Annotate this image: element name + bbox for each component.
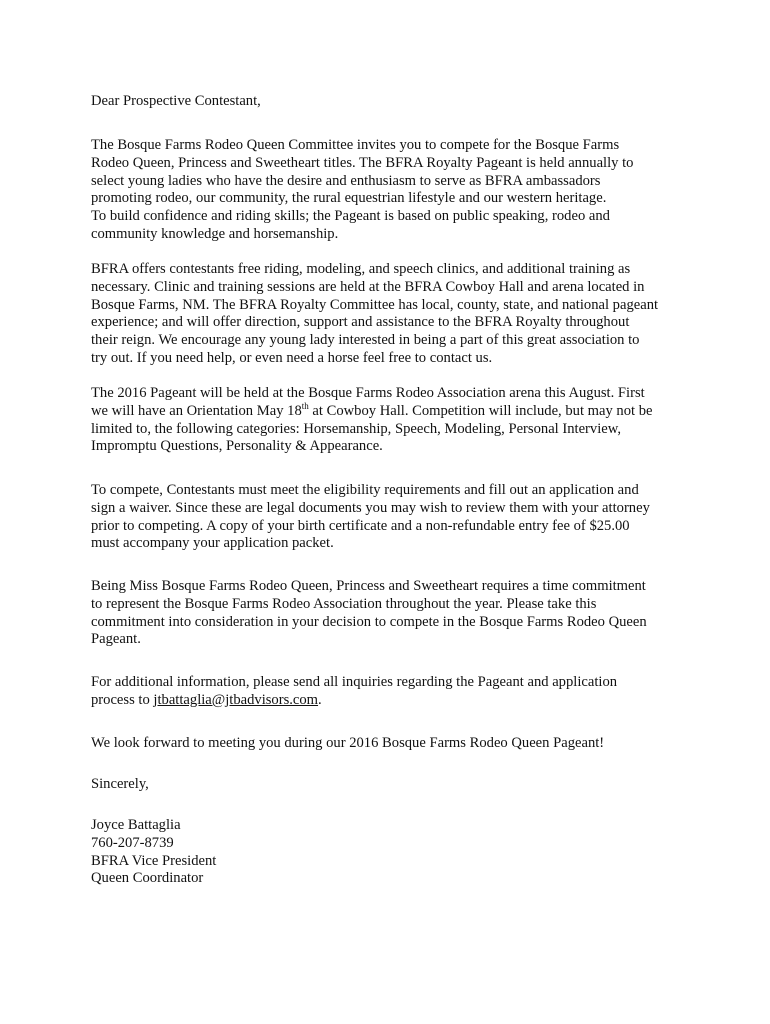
paragraph-line: Pageant. bbox=[91, 631, 141, 648]
paragraph-line: Rodeo Queen, Princess and Sweetheart titles. The BFRA Royalty Pageant is held annually to bbox=[91, 154, 634, 171]
paragraph-line: The 2016 Pageant will be held at the Bosque Farms Rodeo Association arena this August. First bbox=[91, 385, 645, 401]
paragraph-line: necessary. Clinic and training sessions are held at the BFRA Cowboy Hall and arena located in bbox=[91, 278, 645, 295]
paragraph-line: Being Miss Bosque Farms Rodeo Queen, Princess and Sweetheart requires a time commitment bbox=[91, 578, 646, 594]
signer-name: Joyce Battaglia bbox=[91, 817, 181, 833]
paragraph-line: To build confidence and riding skills; the Pageant is based on public speaking, rodeo and bbox=[91, 208, 610, 225]
paragraph-line: try out. If you need help, or even need a horse feel free to contact us. bbox=[91, 349, 493, 366]
paragraph-line: must accompany your application packet. bbox=[91, 535, 334, 552]
paragraph-line: select young ladies who have the desire and enthusiasm to serve as BFRA ambassadors bbox=[91, 172, 601, 189]
paragraph-line: promoting rodeo, our community, the rural equestrian lifestyle and our western heritage. bbox=[91, 190, 607, 207]
paragraph-eligibility bbox=[91, 482, 687, 553]
paragraph-line: experience; and will offer direction, support and assistance to the BFRA Royalty throughout bbox=[91, 314, 630, 331]
paragraph-contact bbox=[91, 674, 683, 710]
paragraph-line-orientation bbox=[91, 400, 683, 421]
orientation-text-rest: at Cowboy Hall. Competition will include, but may not be bbox=[308, 402, 653, 419]
paragraph-line: Impromptu Questions, Personality & Appearance. bbox=[91, 438, 383, 455]
paragraph-line: community knowledge and horsemanship. bbox=[91, 225, 339, 242]
paragraph-closing-remark: We look forward to meeting you during our 2016 Bosque Farms Rodeo Queen Pageant! bbox=[91, 735, 605, 751]
paragraph-line: For additional information, please send all inquiries regarding the Pageant and application bbox=[91, 674, 618, 690]
signature-block bbox=[91, 817, 216, 888]
paragraph-line-email bbox=[91, 692, 683, 710]
paragraph-line: prior to competing. A copy of your birth certificate and a non-refundable entry fee of $25.00 bbox=[91, 517, 630, 534]
signer-title: BFRA Vice President bbox=[91, 852, 217, 869]
email-link[interactable]: jtbattaglia@jtbadvisors.com bbox=[153, 691, 319, 708]
contact-text-end: . bbox=[318, 691, 322, 708]
paragraph-line: their reign. We encourage any young lady interested in being a part of this great association to bbox=[91, 332, 640, 349]
paragraph-invitation bbox=[91, 137, 683, 244]
paragraph-pageant-details bbox=[91, 385, 683, 456]
paragraph-line: limited to, the following categories: Horsemanship, Speech, Modeling, Personal Interview, bbox=[91, 420, 621, 437]
salutation: Dear Prospective Contestant, bbox=[91, 93, 261, 109]
paragraph-line: sign a waiver. Since these are legal documents you may wish to review them with your attorney bbox=[91, 499, 650, 516]
orientation-text: we will have an Orientation May 18 bbox=[91, 402, 302, 419]
paragraph-line: BFRA offers contestants free riding, modeling, and speech clinics, and additional training as bbox=[91, 261, 631, 277]
paragraph-line: Bosque Farms, NM. The BFRA Royalty Committee has local, county, state, and national pageant bbox=[91, 296, 659, 313]
paragraph-clinics bbox=[91, 261, 687, 368]
contact-text: process to bbox=[91, 691, 154, 708]
closing: Sincerely, bbox=[91, 776, 149, 792]
paragraph-line: The Bosque Farms Rodeo Queen Committee invites you to compete for the Bosque Farms bbox=[91, 137, 620, 153]
paragraph-line: To compete, Contestants must meet the eligibility requirements and fill out an application and bbox=[91, 482, 639, 498]
signer-phone: 760-207-8739 bbox=[91, 834, 174, 851]
ordinal-suffix: th bbox=[301, 400, 309, 411]
signer-role: Queen Coordinator bbox=[91, 870, 204, 887]
paragraph-commitment bbox=[91, 578, 683, 649]
paragraph-line: commitment into consideration in your decision to compete in the Bosque Farms Rodeo Queen bbox=[91, 613, 647, 630]
paragraph-line: to represent the Bosque Farms Rodeo Association throughout the year. Please take this bbox=[91, 595, 597, 612]
